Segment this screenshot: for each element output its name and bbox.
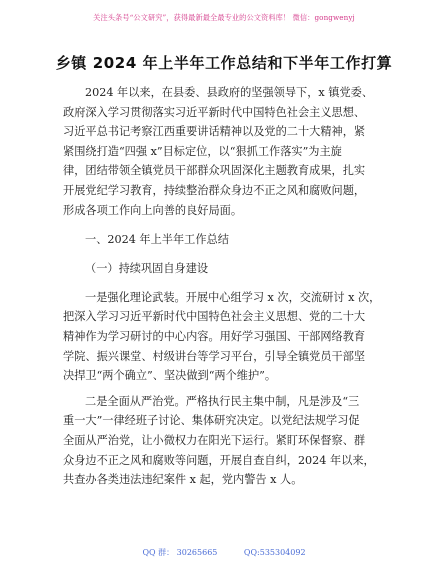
section-heading: 一、2024 年上半年工作总结 (85, 232, 229, 246)
text-line: 形成各项工作向上向善的良好局面。 (63, 203, 243, 217)
header-notice: 关注头条号“公文研究”，获得最新最全最专业的公文资料库！ 微信：gongwenyj (93, 13, 355, 22)
intro-paragraph (63, 83, 392, 220)
text-line: 一是强化理论武装。开展中心组学习 x 次，交流研讨 x 次， (85, 290, 381, 304)
text-line: 律，团结带领全镇党员干部群众巩固深化主题教育成果，扎实 (63, 164, 366, 178)
footer-contact (0, 547, 448, 558)
text-line: 众身边不正之风和腐败等问题，开展自查自纠，2024 年以来， (63, 453, 375, 467)
text-line: 把深入学习习近平新时代中国特色社会主义思想、党的二十大 (63, 310, 366, 324)
text-line: 紧围绕打造“四强 x”目标定位，以“狠抓工作落实”为主旋 (63, 144, 342, 158)
text-line: 学院、振兴课堂、村级讲台等学习平台，引导全镇党员干部坚 (63, 349, 366, 363)
paragraph-party-discipline (63, 392, 392, 490)
text-line: 二是全面从严治党。严格执行民主集中制，凡是涉及“三 (85, 394, 360, 408)
paragraph-theory (63, 288, 392, 386)
text-line: 习近平总书记考察江西重要讲话精神以及党的二十大精神，紧 (63, 125, 366, 139)
text-line: 共查办各类违法违纪案件 x 起，党内警告 x 人。 (63, 473, 303, 487)
text-line: 精神作为学习研讨的中心内容。用好学习强国、干部网络教育 (63, 330, 366, 344)
text-line: 重一大”一律经班子讨论、集体研究决定。以党纪法规学习促 (63, 414, 360, 428)
subsection-heading: （一）持续巩固自身建设 (85, 261, 209, 275)
document-title: 乡镇 2024 年上半年工作总结和下半年工作打算 (55, 54, 393, 72)
footer-qq: QQ:535304092 (243, 548, 306, 557)
text-line: 决捍卫“两个确立”、坚决做到“两个维护”。 (63, 369, 277, 383)
document-body (63, 83, 392, 490)
footer-qq-group: QQ 群： 30265665 (142, 548, 218, 557)
text-line: 全面从严治党，让小微权力在阳光下运行。紧盯环保督察、群 (63, 434, 366, 447)
text-line: 开展党纪学习教育，持续整治群众身边不正之风和腐败问题， (63, 183, 366, 197)
text-line: 政府深入学习贯彻落实习近平新时代中国特色社会主义思想、 (63, 105, 366, 119)
text-line: 2024 年以来，在县委、县政府的坚强领导下，x 镇党委、 (85, 86, 374, 99)
